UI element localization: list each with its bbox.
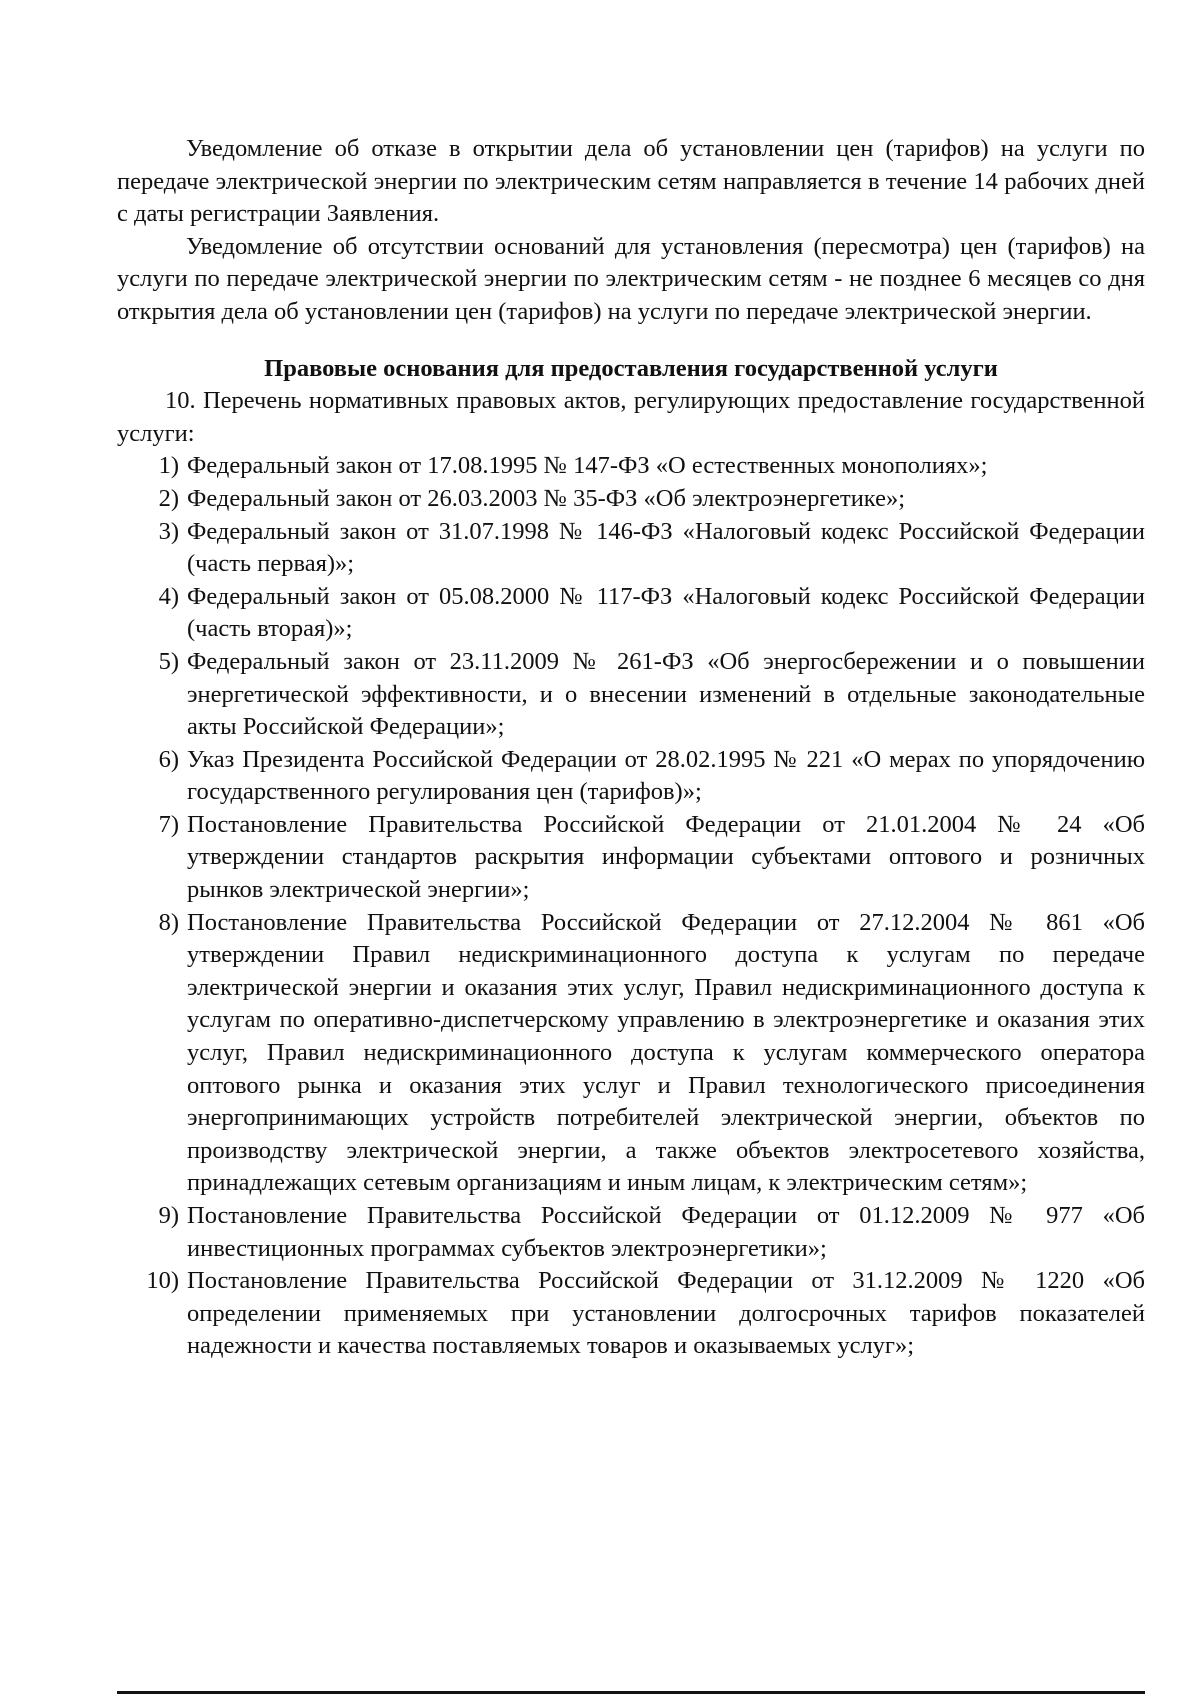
list-item-number: 2) [158, 484, 179, 512]
list-item-text: Постановление Правительства Российской Федерации от 27.12.2004 № 861 «Об утверждении Правил недискриминационного доступа к услугам по передаче электрической энергии и оказания этих услуг, Правил недискриминационного доступа к услугам по оперативно-диспетчерскому управлению в электроэнергетике и оказания этих услуг, Правил недискриминационного доступа к услугам коммерческого оператора оптового рынка и оказания этих услуг и Правил технологического присоединения энергопринимающих устройств потребителей электрической энергии, объектов по производству электрической энергии, а также объектов электросетевого хозяйства, принадлежащих сетевым организациям и иным лицам, к электрическим сетям»; [187, 908, 1145, 1197]
list-item [117, 646, 1145, 744]
list-item [117, 581, 1145, 646]
list-item-text: Постановление Правительства Российской Федерации от 31.12.2009 № 1220 «Об определении применяемых при установлении долгосрочных тарифов показателей надежности и качества поставляемых товаров и оказываемых услуг»; [187, 1267, 1145, 1360]
list-item-text: Федеральный закон от 26.03.2003 № 35-ФЗ «Об электроэнергетике»; [187, 484, 906, 512]
paragraph-refusal-notice: Уведомление об отказе в открытии дела об установлении цен (тарифов) на услуги по передаче электрической энергии по электрическим сетям направляется в течение 14 рабочих дней с даты регистрации Заявления. [117, 135, 1145, 228]
list-item [117, 744, 1145, 809]
list-item-text: Указ Президента Российской Федерации от 28.02.1995 № 221 «О мерах по упорядочению государственного регулирования цен (тарифов)»; [187, 745, 1145, 806]
list-item-number: 5) [158, 647, 179, 675]
list-item-number: 8) [158, 908, 179, 936]
list-item-text: Федеральный закон от 17.08.1995 № 147-ФЗ «О естественных монополиях»; [187, 452, 988, 480]
page-body [117, 133, 1145, 1363]
list-item-number: 4) [158, 582, 179, 610]
list-item-text: Федеральный закон от 31.07.1998 № 146-ФЗ «Налоговый кодекс Российской Федерации (часть первая)»; [187, 517, 1145, 578]
list-item-number: 7) [158, 810, 179, 838]
list-item-text: Федеральный закон от 05.08.2000 № 117-ФЗ «Налоговый кодекс Российской Федерации (часть вторая)»; [187, 582, 1145, 643]
list-item-number: 10) [146, 1267, 179, 1295]
legal-acts-list [117, 450, 1145, 1363]
list-item-text: Постановление Правительства Российской Федерации от 01.12.2009 № 977 «Об инвестиционных программах субъектов электроэнергетики»; [187, 1202, 1145, 1262]
list-item-text: Постановление Правительства Российской Федерации от 21.01.2004 № 24 «Об утверждении стандартов раскрытия информации субъектами оптового и розничных рынков электрической энергии»; [187, 810, 1145, 904]
list-item [117, 1200, 1145, 1265]
list-item [117, 1265, 1145, 1363]
list-item [117, 450, 1145, 483]
list-item-text: Федеральный закон от 23.11.2009 № 261-ФЗ «Об энергосбережении и о повышении энергетической эффективности, и о внесении изменений в отдельные законодательные акты Российской Федерации»; [187, 647, 1145, 741]
list-item-number: 6) [158, 745, 179, 773]
paragraph-no-grounds-notice: Уведомление об отсутствии оснований для установления (пересмотра) цен (тарифов) на услуги по передаче электрической энергии по электрическим сетям - не позднее 6 месяцев со дня открытия дела об установлении цен (тарифов) на услуги по передаче электрической энергии. [117, 232, 1145, 325]
footer-divider [117, 1691, 1145, 1694]
list-item [117, 483, 1145, 516]
list-item [117, 907, 1145, 1200]
list-item-number: 1) [158, 452, 179, 480]
section-intro: 10. Перечень нормативных правовых актов, регулирующих предоставление государственной услуги: [117, 387, 1145, 447]
list-item [117, 516, 1145, 581]
list-item [117, 809, 1145, 907]
list-item-number: 9) [158, 1202, 179, 1229]
section-title: Правовые основания для предоставления государственной услуги [264, 354, 998, 382]
list-item-number: 3) [158, 517, 179, 545]
